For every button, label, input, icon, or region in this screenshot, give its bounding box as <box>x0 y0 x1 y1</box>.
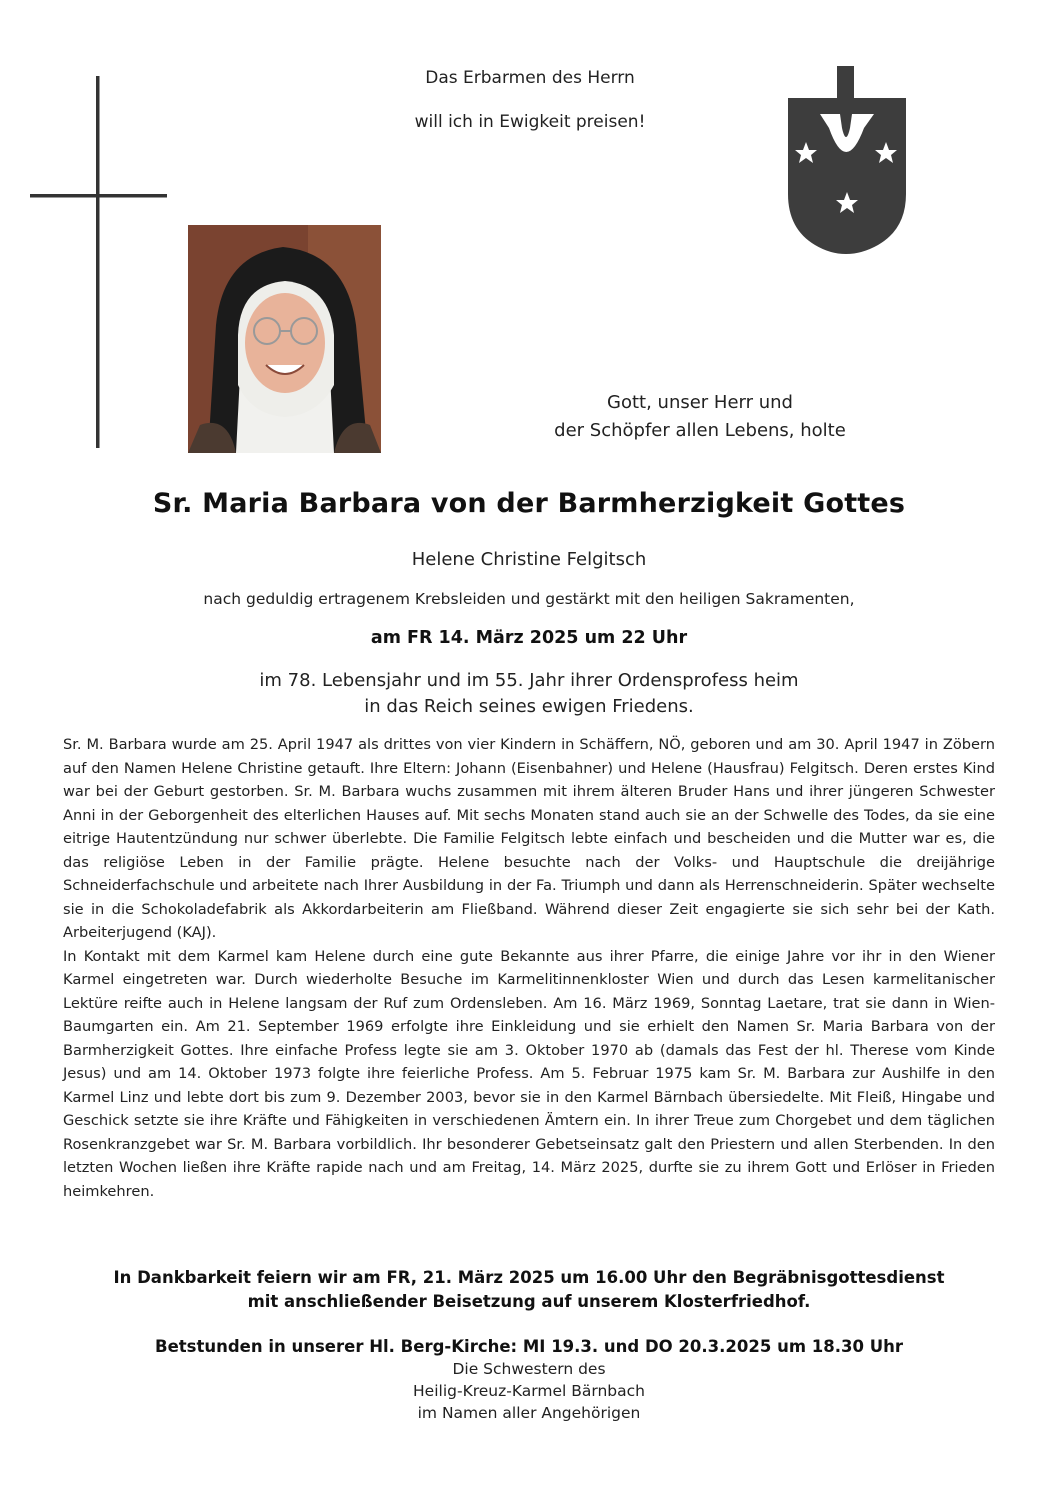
intro-line-1: Gott, unser Herr und <box>607 392 793 413</box>
death-date: am FR 14. März 2025 um 22 Uhr <box>370 628 688 648</box>
motto-line-1: Das Erbarmen des Herrn <box>425 68 635 88</box>
circumstance-text: nach geduldig ertragenem Krebsleiden und gestärkt mit den heiligen Sakramenten, <box>203 590 855 608</box>
signature-line-2: Heilig-Kreuz-Karmel Bärnbach <box>413 1382 645 1400</box>
portrait-photo <box>188 225 381 453</box>
motto-line-2: will ich in Ewigkeit preisen! <box>414 112 646 132</box>
signature-line-3: im Namen aller Angehörigen <box>417 1404 641 1422</box>
age-line-1: im 78. Lebensjahr und im 55. Jahr ihrer Ordensprofess heim <box>259 670 799 691</box>
age-line-2: in das Reich seines ewigen Friedens. <box>364 696 694 717</box>
funeral-line-2: mit anschließender Beisetzung auf unserem Klosterfriedhof. <box>247 1292 811 1311</box>
biography-paragraph-2: In Kontakt mit dem Karmel kam Helene durch eine gute Bekannte aus ihrer Pfarre, die einige Jahre vor ihr in den Wiener Karmel eingetreten war. Durch wiederholte Besuche im Karmelitinnenkloster Wien und durch das Lesen karmelitanischer Lektüre reifte auch in Helene langsam der Ruf zum Ordensleben. Am 16. März 1969, Sonntag Laetare, trat sie dann in Wien-Baumgarten ein. Am 21. September 1969 erfolgte ihre Einkleidung und sie erhielt den Namen Sr. Maria Barbara von der Barmherzigkeit Gottes. Ihre einfache Profess legte sie am 3. Oktober 1970 ab (damals das Fest der hl. Therese vom Kinde Jesus) und am 14. Oktober 1973 folgte ihre feierliche Profess. Am 5. Februar 1975 kam Sr. M. Barbara zur Aushilfe in den Karmel Linz und lebte dort bis zum 9. Dezember 2003, bevor sie in den Karmel Bärnbach übersiedelte. Mit Fleiß, Hingabe und Geschick setzte sie ihre Kräfte und Fähigkeiten in verschiedenen Ämtern ein. In ihrer Treue zum Chorgebet und dem täglichen Rosenkranzgebet war Sr. M. Barbara vorbildlich. Ihr besonderer Gebetseinsatz galt den Priestern und allen Sterbenden. In den letzten Wochen ließen ihre Kräfte rapide nach und am Freitag, 14. März 2025, durfte sie zu ihrem Gott und Erlöser in Frieden heimkehren. <box>63 947 995 1200</box>
prayer-hours: Betstunden in unserer Hl. Berg-Kirche: MI 19.3. und DO 20.3.2025 um 18.30 Uhr <box>155 1337 903 1356</box>
latin-cross-icon <box>28 74 170 450</box>
biography-paragraph-1: Sr. M. Barbara wurde am 25. April 1947 als drittes von vier Kindern in Schäffern, NÖ, geboren und am 30. April 1947 in Zöbern auf den Namen Helene Christine getauft. Ihre Eltern: Johann (Eisenbahner) und Helene (Hausfrau) Felgitsch. Deren erstes Kind war bei der Geburt gestorben. Sr. M. Barbara wuchs zusammen mit ihrem älteren Bruder Hans und ihrer jüngeren Schwester Anni in der Geborgenheit des elterlichen Hauses auf. Mit sechs Monaten stand auch sie an der Schwelle des Todes, da sie eine eitrige Hautentzündung nur schwer überlebte. Die Familie Felgitsch lebte einfach und bescheiden und die Mutter war es, die das religiöse Leben in der Familie prägte. Helene besuchte nach der Volks- und Hauptschule die dreijährige Schneiderfachschule und arbeitete nach Ihrer Ausbildung in der Fa. Triumph und dann als Herrenschneiderin. Später wechselte sie in die Schokoladefabrik als Akkordarbeiterin am Fließband. Während dieser Zeit engagierte sie sich sehr bei der Kath. Arbeiterjugend (KAJ). <box>63 736 995 941</box>
intro-line-2: der Schöpfer allen Lebens, holte <box>554 420 846 441</box>
carmelite-coat-of-arms-icon <box>782 64 912 254</box>
civil-name: Helene Christine Felgitsch <box>411 549 647 570</box>
funeral-line-1: In Dankbarkeit feiern wir am FR, 21. März 2025 um 16.00 Uhr den Begräbnisgottesdienst <box>113 1268 945 1287</box>
signature-line-1: Die Schwestern des <box>452 1360 606 1378</box>
religious-name-heading: Sr. Maria Barbara von der Barmherzigkeit Gottes <box>152 488 906 519</box>
biography <box>63 733 995 1203</box>
